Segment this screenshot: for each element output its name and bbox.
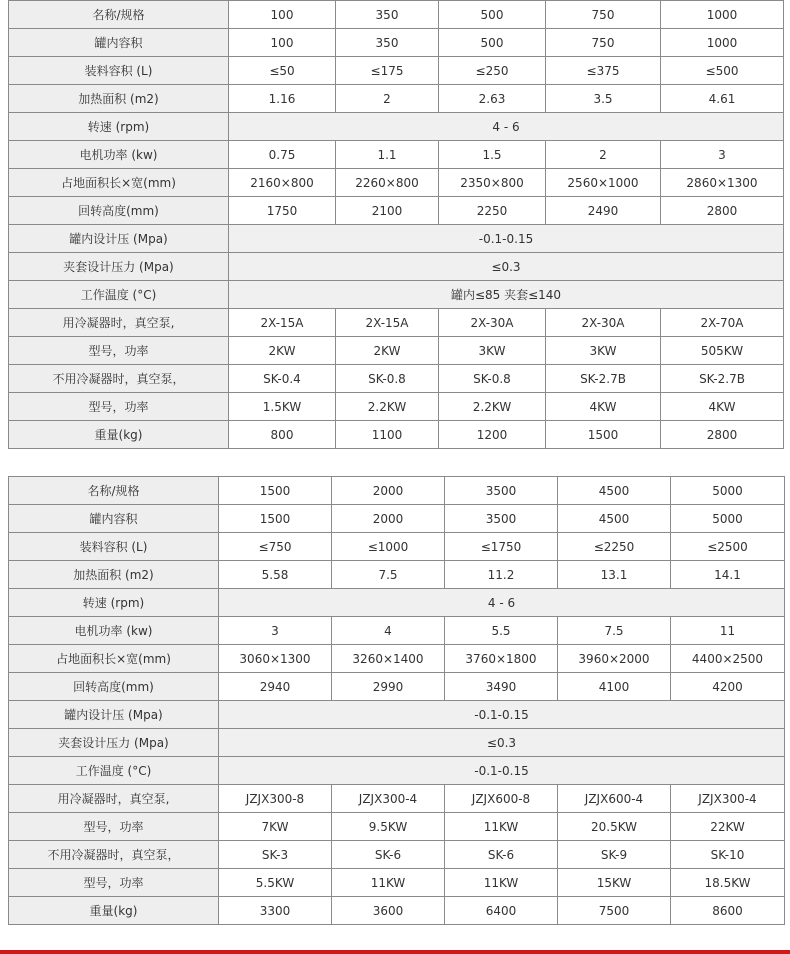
row-label: 型号，功率	[9, 393, 229, 421]
table-row	[9, 225, 784, 253]
spec-table-small-models	[8, 0, 784, 449]
value-cell: ≤375	[546, 57, 661, 85]
value-cell: 1200	[439, 421, 546, 449]
value-cell: ≤2500	[671, 533, 785, 561]
table-row	[9, 533, 785, 561]
row-label: 加热面积 (m2)	[9, 561, 219, 589]
value-cell: 1750	[229, 197, 336, 225]
value-cell: 1500	[219, 505, 332, 533]
value-cell: 2560×1000	[546, 169, 661, 197]
value-cell: 1.5	[439, 141, 546, 169]
value-cell: JZJX600-8	[445, 785, 558, 813]
value-cell: JZJX300-4	[671, 785, 785, 813]
value-cell: 2	[546, 141, 661, 169]
table-row	[9, 897, 785, 925]
table-row	[9, 197, 784, 225]
value-cell: 9.5KW	[332, 813, 445, 841]
value-cell: SK-0.8	[439, 365, 546, 393]
value-cell: SK-3	[219, 841, 332, 869]
value-cell: 5000	[671, 477, 785, 505]
row-label: 型号，功率	[9, 869, 219, 897]
value-cell: 2160×800	[229, 169, 336, 197]
table-row	[9, 729, 785, 757]
value-cell: 2.63	[439, 85, 546, 113]
table-row	[9, 477, 785, 505]
value-cell: 3260×1400	[332, 645, 445, 673]
table-row	[9, 869, 785, 897]
value-cell: 1.5KW	[229, 393, 336, 421]
table-row	[9, 365, 784, 393]
value-cell: ≤2250	[558, 533, 671, 561]
row-label: 罐内容积	[9, 505, 219, 533]
value-cell: 2000	[332, 477, 445, 505]
value-cell: 350	[336, 29, 439, 57]
value-cell: 100	[229, 1, 336, 29]
value-cell: 3300	[219, 897, 332, 925]
value-cell: 800	[229, 421, 336, 449]
value-cell: 2X-15A	[336, 309, 439, 337]
row-label: 转速 (rpm)	[9, 113, 229, 141]
value-cell: 100	[229, 29, 336, 57]
value-cell: 3	[219, 617, 332, 645]
value-cell: 2X-15A	[229, 309, 336, 337]
value-cell: 350	[336, 1, 439, 29]
value-cell: ≤500	[661, 57, 784, 85]
value-cell: 4100	[558, 673, 671, 701]
table-row	[9, 701, 785, 729]
value-cell: 2350×800	[439, 169, 546, 197]
table-row	[9, 645, 785, 673]
value-cell: 3060×1300	[219, 645, 332, 673]
value-cell: 5.5	[445, 617, 558, 645]
value-cell: JZJX600-4	[558, 785, 671, 813]
value-cell: 2.2KW	[336, 393, 439, 421]
value-cell: 2860×1300	[661, 169, 784, 197]
row-label: 占地面积长×宽(mm)	[9, 645, 219, 673]
merged-value-cell: 罐内≤85 夹套≤140	[229, 281, 784, 309]
row-label: 用冷凝器时，真空泵,	[9, 785, 219, 813]
table-row	[9, 813, 785, 841]
row-label: 夹套设计压力 (Mpa)	[9, 253, 229, 281]
value-cell: SK-0.8	[336, 365, 439, 393]
value-cell: 2100	[336, 197, 439, 225]
row-label: 罐内设计压 (Mpa)	[9, 225, 229, 253]
value-cell: 2KW	[229, 337, 336, 365]
row-label: 转速 (rpm)	[9, 589, 219, 617]
row-label: 装料容积 (L)	[9, 533, 219, 561]
table-row	[9, 421, 784, 449]
table-row	[9, 589, 785, 617]
value-cell: 5.5KW	[219, 869, 332, 897]
value-cell: SK-9	[558, 841, 671, 869]
value-cell: 2000	[332, 505, 445, 533]
value-cell: SK-2.7B	[546, 365, 661, 393]
value-cell: 4.61	[661, 85, 784, 113]
value-cell: 5.58	[219, 561, 332, 589]
value-cell: ≤175	[336, 57, 439, 85]
value-cell: 6400	[445, 897, 558, 925]
table-row	[9, 337, 784, 365]
row-label: 名称/规格	[9, 477, 219, 505]
value-cell: 1500	[219, 477, 332, 505]
value-cell: 1000	[661, 29, 784, 57]
value-cell: 3960×2000	[558, 645, 671, 673]
table-row	[9, 309, 784, 337]
value-cell: ≤250	[439, 57, 546, 85]
table-row	[9, 393, 784, 421]
value-cell: 3KW	[439, 337, 546, 365]
value-cell: 4500	[558, 505, 671, 533]
value-cell: 1100	[336, 421, 439, 449]
value-cell: 11KW	[332, 869, 445, 897]
table-row	[9, 673, 785, 701]
merged-value-cell: ≤0.3	[219, 729, 785, 757]
table-row	[9, 253, 784, 281]
bottom-accent-bar	[0, 950, 790, 954]
value-cell: 11KW	[445, 869, 558, 897]
value-cell: JZJX300-4	[332, 785, 445, 813]
value-cell: 2990	[332, 673, 445, 701]
row-label: 加热面积 (m2)	[9, 85, 229, 113]
value-cell: 7.5	[558, 617, 671, 645]
value-cell: 13.1	[558, 561, 671, 589]
merged-value-cell: ≤0.3	[229, 253, 784, 281]
row-label: 不用冷凝器时，真空泵，	[9, 365, 229, 393]
table-row	[9, 169, 784, 197]
value-cell: 8600	[671, 897, 785, 925]
merged-value-cell: -0.1-0.15	[219, 701, 785, 729]
row-label: 回转高度(mm)	[9, 197, 229, 225]
value-cell: 2X-30A	[439, 309, 546, 337]
value-cell: 15KW	[558, 869, 671, 897]
table-row	[9, 561, 785, 589]
value-cell: 2KW	[336, 337, 439, 365]
value-cell: 3	[661, 141, 784, 169]
value-cell: 7500	[558, 897, 671, 925]
value-cell: 2800	[661, 197, 784, 225]
value-cell: 2800	[661, 421, 784, 449]
value-cell: ≤1000	[332, 533, 445, 561]
value-cell: 505KW	[661, 337, 784, 365]
value-cell: 7KW	[219, 813, 332, 841]
row-label: 罐内设计压 (Mpa)	[9, 701, 219, 729]
value-cell: 4500	[558, 477, 671, 505]
value-cell: SK-6	[445, 841, 558, 869]
value-cell: 500	[439, 29, 546, 57]
value-cell: 22KW	[671, 813, 785, 841]
value-cell: 750	[546, 29, 661, 57]
row-label: 夹套设计压力 (Mpa)	[9, 729, 219, 757]
value-cell: 3500	[445, 505, 558, 533]
row-label: 重量(kg)	[9, 421, 229, 449]
merged-value-cell: -0.1-0.15	[229, 225, 784, 253]
table-row	[9, 141, 784, 169]
value-cell: 3600	[332, 897, 445, 925]
table-row	[9, 113, 784, 141]
row-label: 名称/规格	[9, 1, 229, 29]
row-label: 装料容积 (L)	[9, 57, 229, 85]
merged-value-cell: -0.1-0.15	[219, 757, 785, 785]
value-cell: 2940	[219, 673, 332, 701]
value-cell: ≤1750	[445, 533, 558, 561]
value-cell: 3760×1800	[445, 645, 558, 673]
value-cell: 3490	[445, 673, 558, 701]
table-row	[9, 1, 784, 29]
row-label: 电机功率 (kw)	[9, 617, 219, 645]
row-label: 型号，功率	[9, 337, 229, 365]
row-label: 电机功率 (kw)	[9, 141, 229, 169]
table-row	[9, 785, 785, 813]
value-cell: 4KW	[661, 393, 784, 421]
value-cell: 20.5KW	[558, 813, 671, 841]
value-cell: 0.75	[229, 141, 336, 169]
value-cell: ≤50	[229, 57, 336, 85]
row-label: 回转高度(mm)	[9, 673, 219, 701]
value-cell: 2250	[439, 197, 546, 225]
row-label: 罐内容积	[9, 29, 229, 57]
value-cell: SK-0.4	[229, 365, 336, 393]
value-cell: 5000	[671, 505, 785, 533]
value-cell: 4400×2500	[671, 645, 785, 673]
table-row	[9, 757, 785, 785]
row-label: 用冷凝器时，真空泵,	[9, 309, 229, 337]
table-row	[9, 29, 784, 57]
value-cell: 3.5	[546, 85, 661, 113]
value-cell: ≤750	[219, 533, 332, 561]
table-row	[9, 57, 784, 85]
row-label: 工作温度 (°C)	[9, 281, 229, 309]
value-cell: 4200	[671, 673, 785, 701]
value-cell: SK-2.7B	[661, 365, 784, 393]
value-cell: 2X-30A	[546, 309, 661, 337]
value-cell: 1.1	[336, 141, 439, 169]
value-cell: 1500	[546, 421, 661, 449]
value-cell: 500	[439, 1, 546, 29]
value-cell: SK-10	[671, 841, 785, 869]
row-label: 不用冷凝器时，真空泵，	[9, 841, 219, 869]
row-label: 型号，功率	[9, 813, 219, 841]
value-cell: 7.5	[332, 561, 445, 589]
row-label: 占地面积长×宽(mm)	[9, 169, 229, 197]
value-cell: 2X-70A	[661, 309, 784, 337]
value-cell: 2	[336, 85, 439, 113]
merged-value-cell: 4 - 6	[229, 113, 784, 141]
row-label: 重量(kg)	[9, 897, 219, 925]
value-cell: JZJX300-8	[219, 785, 332, 813]
value-cell: 11.2	[445, 561, 558, 589]
spec-table-large-models	[8, 476, 785, 925]
table-row	[9, 281, 784, 309]
value-cell: 2.2KW	[439, 393, 546, 421]
value-cell: 3KW	[546, 337, 661, 365]
table-row	[9, 505, 785, 533]
value-cell: 750	[546, 1, 661, 29]
value-cell: 1000	[661, 1, 784, 29]
value-cell: 2260×800	[336, 169, 439, 197]
value-cell: 14.1	[671, 561, 785, 589]
value-cell: 11KW	[445, 813, 558, 841]
value-cell: 4	[332, 617, 445, 645]
table-row	[9, 85, 784, 113]
row-label: 工作温度 (°C)	[9, 757, 219, 785]
table-row	[9, 841, 785, 869]
value-cell: 2490	[546, 197, 661, 225]
value-cell: 4KW	[546, 393, 661, 421]
value-cell: SK-6	[332, 841, 445, 869]
value-cell: 18.5KW	[671, 869, 785, 897]
value-cell: 11	[671, 617, 785, 645]
merged-value-cell: 4 - 6	[219, 589, 785, 617]
value-cell: 3500	[445, 477, 558, 505]
value-cell: 1.16	[229, 85, 336, 113]
table-row	[9, 617, 785, 645]
